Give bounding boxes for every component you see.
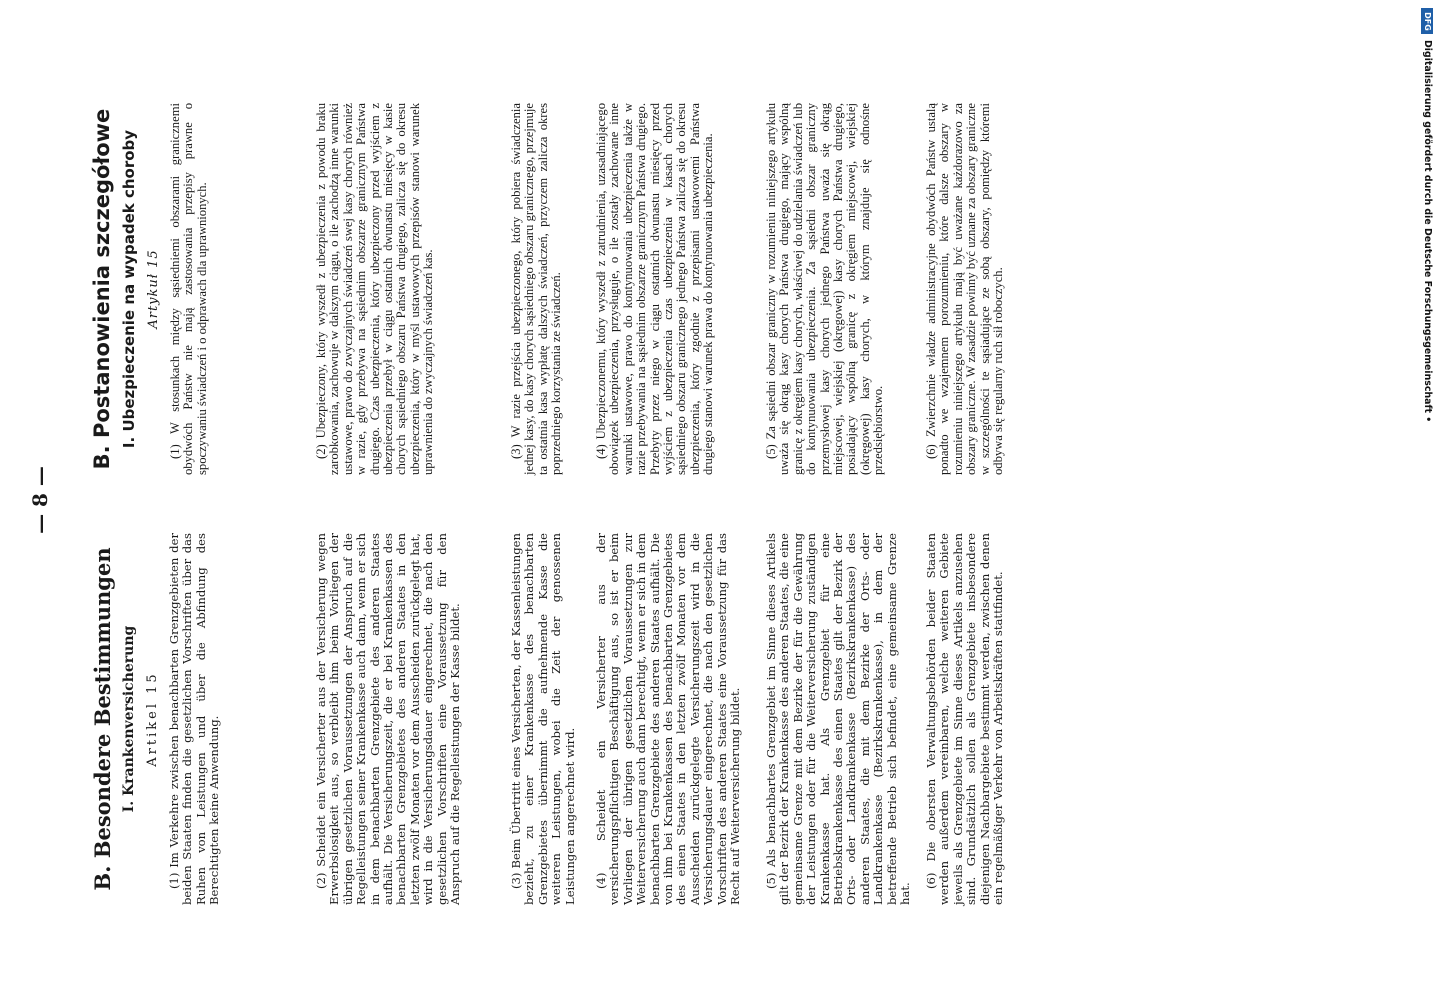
polish-paragraph-5: (5) Za sąsiedni obszar graniczny w rozumieniu niniejszego artykułu uważa się okrąg kasy chorych Państwa drugiego, mający wspólną granicę z okręgiem kasy chorych, właściwej do udzielania świadczeń lub do kontynuowania ubezpieczenia. Za sąsiedni obszar graniczny przemysłowej kasy chorych jednego Państwa uważa się okrąg miejscowej, wiejskiej (okręgowej) kasy chorych Państwa drugiego, posiadający wspólną granicę z okręgiem miejscowej, wiejskiej (okręgowej) kasy chorych, w którym znajduje się odnośne przedsiębiorstwo. xyxy=(764,103,886,475)
german-paragraph-6: (6) Die obersten Verwaltungsbehörden beider Staaten werden außerdem vereinbaren, welche weiteren Gebiete jeweils als Grenzgebiete im Sinne dieses Artikels anzusehen sind. Grundsätzlich sollen als Grenzgebiete insbesondere diejenigen Nachbargebiete bestimmt werden, zwischen denen ein regelmäßiger Verkehr von Arbeitskräften stattfindet. xyxy=(924,533,1006,905)
polish-paragraph-3: (3) W razie przejścia ubezpieczonego, który pobiera świadczenia jednej kasy, do kasy chorych sąsiedniego obszaru granicznego, przejmuje ta ostatnia kasa wypłatę dalszych świadczeń, przyczem zalicza okres poprzedniego korzystania ze świadczeń. xyxy=(509,103,564,475)
german-paragraph-5: (5) Als benachbartes Grenzgebiet im Sinne dieses Artikels gilt der Bezirk der Krankenkasse des anderen Staates, die eine gemeinsame Grenze mit dem Bezirke der für die Gewährung der Leistungen oder für die Weiterversicherung zuständigen Krankenkasse hat. Als Grenzgebiet für eine Betriebskrankenkasse des einen Staates gilt der Bezirk der Orts- oder Landkrankenkasse (Bezirkskrankenkasse) des anderen Staates, die mit dem Bezirke der Orts- oder Landkrankenkasse (Bezirkskrankenkasse), in dem der betreffende Betrieb sich befindet, eine gemeinsame Grenze hat. xyxy=(764,533,913,905)
german-section-heading: B. Besondere Bestimmungen xyxy=(90,547,115,891)
polish-paragraph-1: (1) W stosunkach między sąsiedniemi obszarami granicznemi obydwóch Państw nie mają zastosowania przepisy prawne o spoczywaniu świadczeń i o odprawach dla uprawnionych. xyxy=(168,103,209,475)
polish-section-heading: B. Postanowienia szczegółowe xyxy=(90,108,114,470)
polish-paragraph-2: (2) Ubezpieczony, który wyszedł z ubezpieczenia z powodu braku zarobkowania, zachowuje w dalszym ciągu, o ile zachodzą inne warunki ustawowe, prawo do zwyczajnych świadczeń swej kasy chorych również w razie, gdy przebywa na sąsiednim obszarze granicznym Państwa drugiego. Czas ubezpieczenia, który ubezpieczony przed wyjściem z ubezpieczenia przebył w ciągu ostatnich dwunastu miesięcy w kasie chorych sąsiedniego obszaru Państwa drugiego, zalicza się do okresu ubezpieczenia, który w myśl ustawowych przepisów stanowi warunek uprawnienia do zwyczajnych świadczeń kas. xyxy=(314,103,436,475)
dfg-logo-text: DFG xyxy=(1422,11,1432,31)
polish-column xyxy=(90,103,1006,475)
german-paragraph-2: (2) Scheidet ein Versicherter aus der Versicherung wegen Erwerbslosigkeit aus, so verbleibt ihm beim Vorliegen der übrigen gesetzlichen Voraussetzungen der Anspruch auf die Regelleistungen seiner Krankenkasse auch dann, wenn er sich in dem benachbarten Grenzgebiete des anderen Staates aufhält. Die Versicherungszeit, die er bei Krankenkassen des benachbarten Grenzgebietes des anderen Staates in den letzten zwölf Monaten vor dem Ausscheiden zurückgelegt hat, wird in die Versicherungsdauer eingerechnet, die nach den gesetzlichen Vorschriften eine Voraussetzung für den Anspruch auf die Regelleistungen der Kasse bildet. xyxy=(314,533,463,905)
german-paragraph-3: (3) Beim Übertritt eines Versicherten, der Kassenleistungen bezieht, zu einer Krankenkasse des benachbarten Grenzgebietes übernimmt die aufnehmende Kasse die weiteren Leistungen, wobei die Zeit der genossenen Leistungen angerechnet wird. xyxy=(509,533,577,905)
polish-article-title: Artykuł 15 xyxy=(146,249,161,329)
digitization-credit xyxy=(1421,40,1433,460)
german-article-title: Artikel 15 xyxy=(145,671,160,767)
german-column xyxy=(90,533,1006,905)
digitization-credit-text: Digitalisierung gefördert durch die Deutsche Forschungsgemeinschaft • xyxy=(1422,40,1433,423)
german-subheading: I. Krankenversicherung xyxy=(121,625,137,813)
german-paragraph-4: (4) Scheidet ein Versicherter aus der versicherungspflichtigen Beschäftigung aus, so ist er beim Vorliegen der übrigen gesetzlichen Voraussetzungen zur Weiterversicherung auch dann berechtigt, wenn er sich in dem benachbarten Grenzgebiete des anderen Staates aufhält. Die von ihm bei Krankenkassen des benachbarten Grenzgebietes des einen Staates in den letzten zwölf Monaten vor dem Ausscheiden zurückgelegte Versicherungszeit wird in die Versicherungsdauer eingerechnet, die nach den gesetzlichen Vorschriften des anderen Staates eine Voraussetzung für das Recht auf Weiterversicherung bildet. xyxy=(594,533,743,905)
polish-paragraph-4: (4) Ubezpieczonemu, który wyszedł z zatrudnienia, uzasadniającego obowiązek ubezpieczenia, przysługuje, o ile zostały zachowane inne warunki ustawowe, prawo do kontynuowania ubezpieczenia także w razie przebywania na sąsiednim obszarze granicznym Państwa drugiego. Przebyty przez niego w ciągu ostatnich dwunastu miesięcy przed wyjściem z ubezpieczenia czas ubezpieczenia w kasach chorych sąsiedniego obszaru granicznego jednego Państwa zalicza się do okresu ubezpieczenia, który zgodnie z przepisami ustawowemi Państwa drugiego stanowi warunek prawa do kontynuowania ubezpieczenia. xyxy=(594,103,716,475)
document-page xyxy=(20,85,1350,915)
polish-subheading: I. Ubezpieczenie na wypadek choroby xyxy=(120,129,138,449)
dfg-logo xyxy=(1421,8,1433,34)
page-number: — 8 — xyxy=(28,466,52,534)
polish-paragraph-6: (6) Zwierzchnie władze administracyjne obydwóch Państw ustalą ponadto we wzajemnem porozumieniu, które dalsze obszary w rozumieniu niniejszego artykułu mają być uważane każdorazowo za obszary graniczne. W zasadzie powinny być uznane za obszary graniczne w szczególności te sąsiadujące ze sobą obszary, pomiędzy któremi odbywa się regularny ruch sił roboczych. xyxy=(924,103,1006,475)
german-paragraph-1: (1) Im Verkehre zwischen benachbarten Grenzgebieten der beiden Staaten finden die gesetzlichen Vorschriften über das Ruhen von Leistungen und über die Abfindung des Berechtigten keine Anwendung. xyxy=(167,533,222,905)
